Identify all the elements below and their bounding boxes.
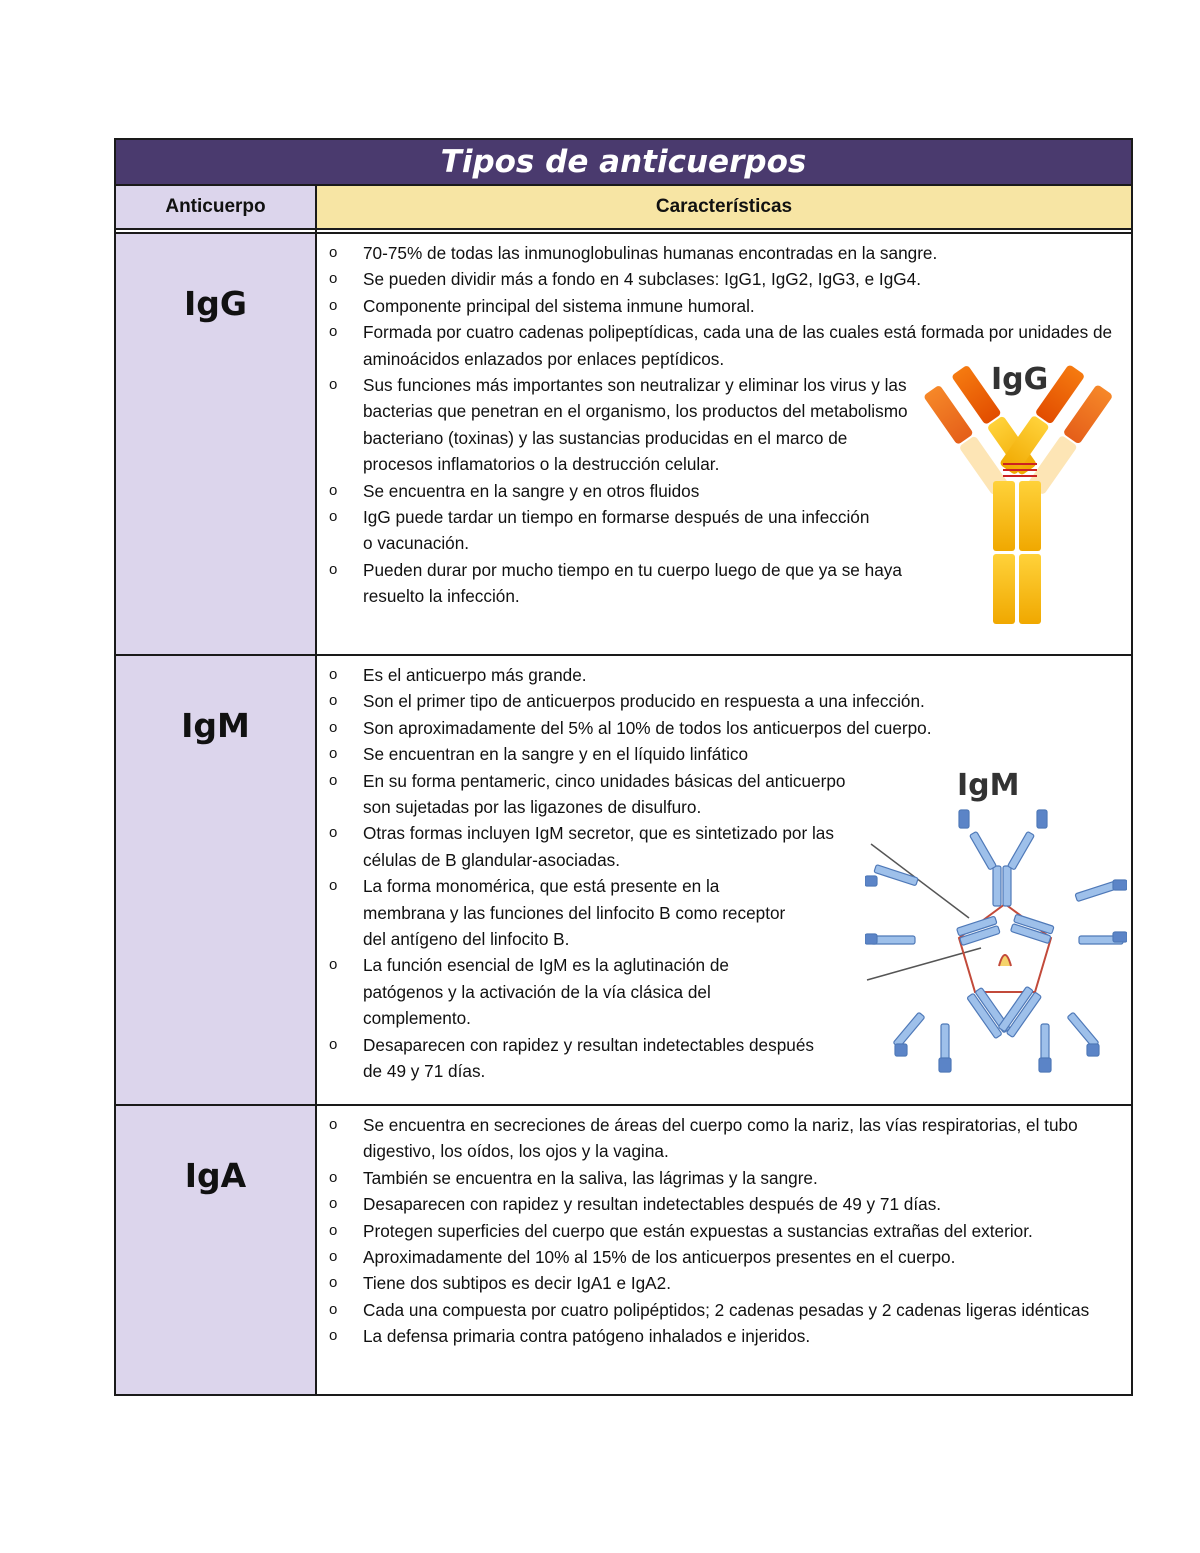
list-item: o La función esencial de IgM es la aglutinación de patógenos y la activación de la vía clásica del complemento. (329, 955, 729, 1029)
list-item: o IgG puede tardar un tiempo en formarse después de una infección o vacunación. (329, 507, 870, 554)
list-item: o Es el anticuerpo más grande. (329, 665, 587, 685)
list-item: o Tiene dos subtipos es decir IgA1 e IgA2. (329, 1273, 671, 1294)
list-item: o Se pueden dividir más a fondo en 4 subclases: IgG1, IgG2, IgG3, e IgG4. (329, 269, 921, 290)
list-item: o Aproximadamente del 10% al 15% de los anticuerpos presentes en el cuerpo. (329, 1247, 956, 1268)
header-characteristics: Características (316, 185, 1132, 229)
antibody-name-igg: IgG (115, 233, 316, 655)
antibody-name-iga: IgA (115, 1105, 316, 1395)
list-item: o Se encuentran en la sangre y en el líquido linfático (329, 744, 749, 765)
header-antibody: Anticuerpo (115, 185, 316, 229)
list-item: o 70-75% de todas las inmunoglobulinas humanas encontradas en la sangre. (329, 243, 938, 263)
antibody-name-igm: IgM (115, 655, 316, 1105)
iga-list (317, 1106, 1131, 1358)
list-item: o Formada por cuatro cadenas polipeptídicas, cada una de las cuales está formada por unidades de aminoácidos enlazados por enlaces peptídicos. (329, 322, 1113, 369)
igg-antibody-image: IgG (915, 356, 1125, 628)
list-item: o Se encuentra en secreciones de áreas del cuerpo como la nariz, las vías respiratorias, el tubo digestivo, los oídos, los ojos y la vagina. (329, 1115, 1078, 1162)
list-item: o Sus funciones más importantes son neutralizar y eliminar los virus y las bacterias que penetran en el organismo, los productos del metabolismo bacteriano (toxinas) y las sustancias producidas en el marco de procesos inflamatorios o la destrucción celular. (329, 375, 908, 475)
table-title: Tipos de anticuerpos (115, 139, 1132, 185)
igm-characteristics (316, 655, 1132, 1105)
list-item: o Son el primer tipo de anticuerpos producido en respuesta a una infección. (329, 691, 925, 712)
list-item: o Desaparecen con rapidez y resultan indetectables después de 49 y 71 días. (329, 1194, 942, 1215)
igm-diagram-icon (865, 768, 1127, 1074)
list-item: o Cada una compuesta por cuatro polipéptidos; 2 cadenas pesadas y 2 cadenas ligeras idénticas (329, 1299, 1090, 1320)
antibody-table (114, 138, 1133, 1396)
list-item: o Son aproximadamente del 5% al 10% de todos los anticuerpos del cuerpo. (329, 717, 932, 738)
list-item: o Protegen superficies del cuerpo que están expuestas a sustancias extrañas del exterior. (329, 1220, 1033, 1241)
list-item: o La defensa primaria contra patógeno inhalados e injeridos. (329, 1326, 811, 1347)
list-item: o Componente principal del sistema inmune humoral. (329, 295, 755, 316)
list-item: o En su forma pentameric, cinco unidades básicas del anticuerpo son sujetadas por las ligazones de disulfuro. (329, 770, 846, 818)
iga-characteristics (316, 1105, 1132, 1395)
list-item: o Otras formas incluyen IgM secretor, que es sintetizado por las células de B glandular-asociadas. (329, 823, 834, 870)
list-item: o Se encuentra en la sangre y en otros fluidos (329, 480, 700, 501)
igg-characteristics (316, 233, 1132, 655)
list-item: o También se encuentra en la saliva, las lágrimas y la sangre. (329, 1167, 818, 1188)
list-item: o Pueden durar por mucho tiempo en tu cuerpo luego de que ya se haya resuelto la infección. (329, 559, 902, 607)
list-item: o La forma monomérica, que está presente en la membrana y las funciones del linfocito B como receptor del antígeno del linfocito B. (329, 876, 786, 950)
igm-antibody-image: IgM (865, 768, 1127, 1074)
list-item: o Desaparecen con rapidez y resultan indetectables después de 49 y 71 días. (329, 1034, 814, 1082)
